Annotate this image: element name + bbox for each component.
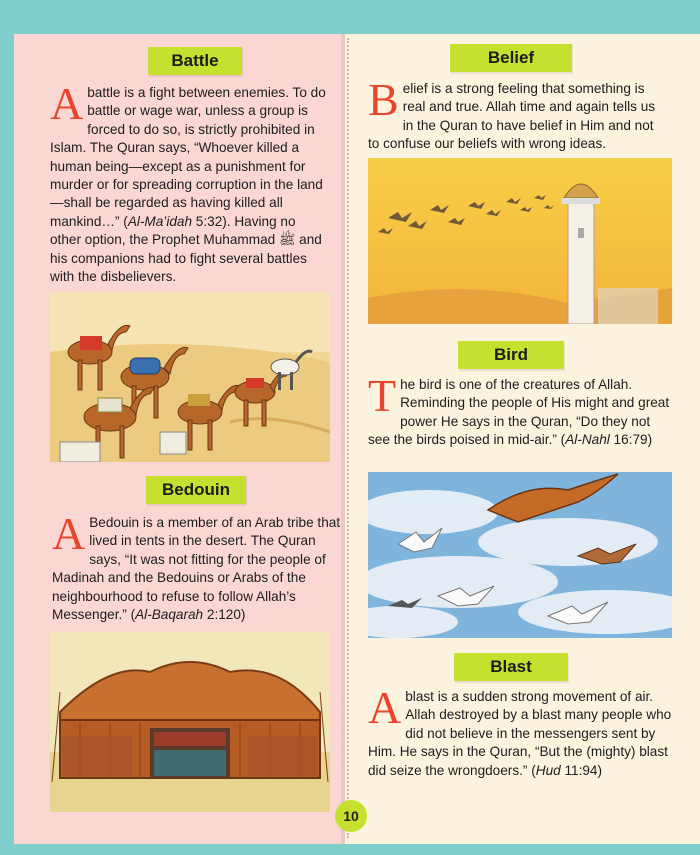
bird-reference: Al-Nahl xyxy=(565,432,610,448)
bird-text-b: 16:79) xyxy=(609,432,653,448)
bird-heading: Bird xyxy=(458,341,564,369)
camel-caravan-drawing xyxy=(50,292,330,462)
battle-paragraph xyxy=(50,78,326,286)
battle-text-b: 5:32). Having no other option, the Prophet Muhammad ﷺ and his companions had to fight several battles with the disbelievers. xyxy=(50,213,322,285)
blast-dropcap: A xyxy=(368,682,402,733)
battle-dropcap: A xyxy=(50,78,84,129)
gutter-stitching xyxy=(347,38,349,838)
belief-text: elief is a strong feeling that something is real and true. Allah time and again tells us in the Quran to have belief in Him and not to confuse our beliefs with wrong ideas. xyxy=(368,81,656,152)
belief-dropcap: B xyxy=(368,74,399,125)
belief-paragraph xyxy=(368,74,668,154)
blast-text-b: 11:94) xyxy=(560,762,602,778)
flying-birds-drawing xyxy=(368,472,672,638)
battle-text-a: battle is a fight between enemies. To do battle or wage war, unless a group is forced to do so, is strictly prohibited in Islam. The Quran says, “Whoever killed a human being—except as a punishment for murder or for spreading corruption in the land—shall be regarded as having killed all mankind…” ( xyxy=(50,85,326,229)
blast-heading: Blast xyxy=(454,653,568,681)
battle-heading: Battle xyxy=(148,47,242,75)
bedouin-text-a: Bedouin is a member of an Arab tribe that lived in tents in the desert. The Quran says, “It was not fitting for the people of Madinah and the Bedouins or Arabs of the neighbourhood to refuse to follow Allah’s Messenger.” ( xyxy=(52,515,341,623)
birds-tower-illustration xyxy=(368,158,672,324)
flying-birds-illustration xyxy=(368,472,672,638)
battle-reference: Al-Ma’idah xyxy=(127,213,193,229)
bedouin-tent-drawing xyxy=(50,632,330,812)
birds-tower-drawing xyxy=(368,158,672,324)
bedouin-tent-illustration xyxy=(50,632,330,812)
belief-heading: Belief xyxy=(450,44,572,72)
bedouin-reference: Al-Baqarah xyxy=(135,607,204,623)
bedouin-paragraph xyxy=(52,508,342,624)
book-gutter xyxy=(341,34,345,844)
bedouin-text-b: 2:120) xyxy=(203,607,246,623)
bird-dropcap: T xyxy=(368,370,397,421)
bedouin-heading: Bedouin xyxy=(146,476,246,504)
page-number: 10 xyxy=(335,800,367,832)
blast-paragraph xyxy=(368,682,672,780)
bird-paragraph xyxy=(368,370,670,450)
blast-reference: Hud xyxy=(535,762,561,778)
camel-caravan-illustration xyxy=(50,292,330,462)
blast-text-a: blast is a sudden strong movement of air. Allah destroyed by a blast many people who did not believe in the messengers sent by Him. He says in the Quran, “But the (mighty) blast did seize the wrongdoers.” ( xyxy=(368,689,672,778)
bedouin-dropcap: A xyxy=(52,508,86,559)
bird-text-a: he bird is one of the creatures of Allah. Reminding the people of His might and great power He says in the Quran, “Do they not see the birds poised in mid-air.” ( xyxy=(368,377,670,448)
